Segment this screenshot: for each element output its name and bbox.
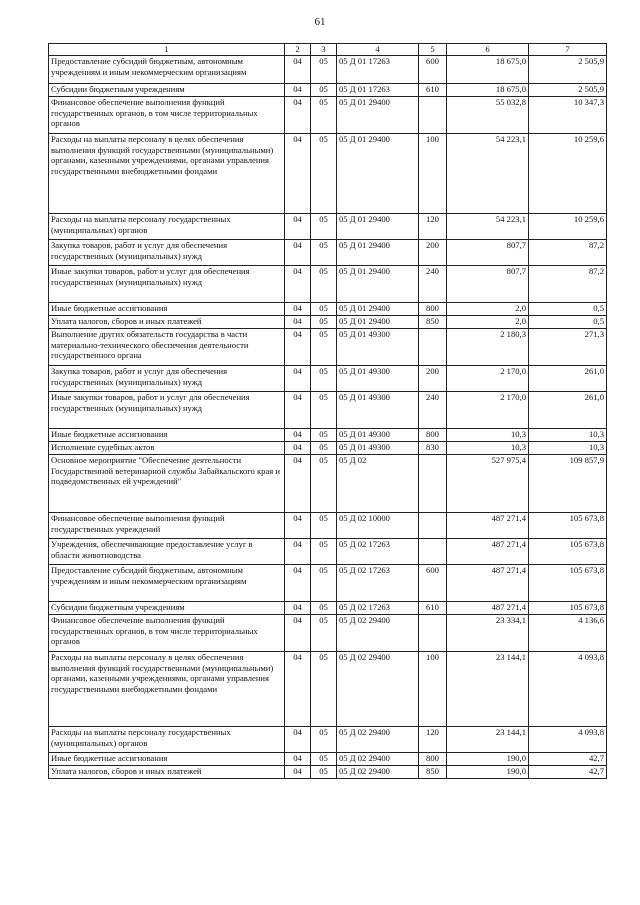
budget-item-name: Финансовое обеспечение выполнения функций государственных органов, в том числе территориальных органов (49, 97, 285, 134)
section-code: 04 (285, 214, 311, 240)
subsection-code: 05 (311, 615, 337, 652)
target-article-code: 05 Д 01 49300 (337, 329, 419, 366)
section-code: 04 (285, 316, 311, 329)
subsection-code: 05 (311, 455, 337, 513)
table-row (49, 392, 607, 429)
target-article-code: 05 Д 01 29400 (337, 240, 419, 266)
section-code: 04 (285, 366, 311, 392)
amount-col7: 109 857,9 (529, 455, 607, 513)
budget-item-name: Финансовое обеспечение выполнения функций государственных органов, в том числе территориальных органов (49, 615, 285, 652)
amount-col6: 2,0 (447, 303, 529, 316)
expense-type-code (419, 539, 447, 565)
table-row (49, 214, 607, 240)
subsection-code: 05 (311, 366, 337, 392)
header-cell: 7 (529, 44, 607, 56)
expense-type-code: 850 (419, 316, 447, 329)
subsection-code: 05 (311, 766, 337, 779)
target-article-code: 05 Д 02 29400 (337, 727, 419, 753)
target-article-code: 05 Д 02 (337, 455, 419, 513)
section-code: 04 (285, 97, 311, 134)
subsection-code: 05 (311, 56, 337, 84)
table-row (49, 429, 607, 442)
section-code: 04 (285, 266, 311, 303)
amount-col6: 23 334,1 (447, 615, 529, 652)
section-code: 04 (285, 392, 311, 429)
amount-col7: 10,3 (529, 429, 607, 442)
subsection-code: 05 (311, 539, 337, 565)
table-row (49, 316, 607, 329)
budget-item-name: Закупка товаров, работ и услуг для обеспечения государственных (муниципальных) нужд (49, 366, 285, 392)
header-cell: 6 (447, 44, 529, 56)
amount-col6: 190,0 (447, 753, 529, 766)
target-article-code: 05 Д 01 17263 (337, 56, 419, 84)
amount-col7: 105 673,8 (529, 539, 607, 565)
subsection-code: 05 (311, 727, 337, 753)
expense-type-code: 120 (419, 214, 447, 240)
expense-type-code (419, 329, 447, 366)
target-article-code: 05 Д 01 29400 (337, 316, 419, 329)
subsection-code: 05 (311, 513, 337, 539)
section-code: 04 (285, 442, 311, 455)
target-article-code: 05 Д 01 17263 (337, 84, 419, 97)
amount-col6: 807,7 (447, 240, 529, 266)
amount-col7: 105 673,8 (529, 513, 607, 539)
expense-type-code (419, 97, 447, 134)
table-row (49, 615, 607, 652)
table-row (49, 565, 607, 602)
amount-col6: 487 271,4 (447, 513, 529, 539)
budget-item-name: Иные бюджетные ассигнования (49, 753, 285, 766)
subsection-code: 05 (311, 442, 337, 455)
budget-item-name: Расходы на выплаты персоналу государственных (муниципальных) органов (49, 727, 285, 753)
section-code: 04 (285, 429, 311, 442)
target-article-code: 05 Д 02 17263 (337, 565, 419, 602)
budget-item-name: Иные закупки товаров, работ и услуг для обеспечения государственных (муниципальных) нужд (49, 392, 285, 429)
amount-col6: 54 223,1 (447, 214, 529, 240)
table-row (49, 727, 607, 753)
amount-col7: 10 259,6 (529, 214, 607, 240)
amount-col6: 18 675,0 (447, 84, 529, 97)
section-code: 04 (285, 539, 311, 565)
section-code: 04 (285, 766, 311, 779)
target-article-code: 05 Д 02 29400 (337, 615, 419, 652)
table-row (49, 266, 607, 303)
header-cell: 3 (311, 44, 337, 56)
section-code: 04 (285, 329, 311, 366)
expense-type-code: 200 (419, 366, 447, 392)
target-article-code: 05 Д 02 29400 (337, 652, 419, 727)
amount-col7: 10,3 (529, 442, 607, 455)
expense-type-code: 240 (419, 266, 447, 303)
table-row (49, 766, 607, 779)
target-article-code: 05 Д 01 49300 (337, 429, 419, 442)
expense-type-code: 600 (419, 56, 447, 84)
amount-col7: 2 505,9 (529, 56, 607, 84)
amount-col6: 2 170,0 (447, 392, 529, 429)
amount-col7: 10 259,6 (529, 134, 607, 214)
table-row (49, 442, 607, 455)
subsection-code: 05 (311, 266, 337, 303)
amount-col6: 807,7 (447, 266, 529, 303)
amount-col6: 2 180,3 (447, 329, 529, 366)
amount-col7: 105 673,8 (529, 565, 607, 602)
table-row (49, 455, 607, 513)
amount-col6: 487 271,4 (447, 539, 529, 565)
target-article-code: 05 Д 01 29400 (337, 134, 419, 214)
table-header-row (49, 44, 607, 56)
amount-col7: 4 093,8 (529, 652, 607, 727)
target-article-code: 05 Д 01 49300 (337, 366, 419, 392)
budget-item-name: Учреждения, обеспечивающие предоставление услуг в области животноводства (49, 539, 285, 565)
subsection-code: 05 (311, 97, 337, 134)
header-cell: 2 (285, 44, 311, 56)
budget-item-name: Исполнение судебных актов (49, 442, 285, 455)
header-cell: 1 (49, 44, 285, 56)
expense-type-code: 800 (419, 303, 447, 316)
section-code: 04 (285, 565, 311, 602)
section-code: 04 (285, 240, 311, 266)
table-row (49, 602, 607, 615)
table-row (49, 97, 607, 134)
subsection-code: 05 (311, 652, 337, 727)
expense-type-code: 610 (419, 84, 447, 97)
subsection-code: 05 (311, 753, 337, 766)
amount-col7: 261,0 (529, 392, 607, 429)
amount-col6: 55 032,8 (447, 97, 529, 134)
amount-col7: 271,3 (529, 329, 607, 366)
amount-col6: 18 675,0 (447, 56, 529, 84)
amount-col6: 527 975,4 (447, 455, 529, 513)
expense-type-code: 800 (419, 429, 447, 442)
target-article-code: 05 Д 02 10000 (337, 513, 419, 539)
budget-item-name: Иные бюджетные ассигнования (49, 429, 285, 442)
header-cell: 5 (419, 44, 447, 56)
target-article-code: 05 Д 01 29400 (337, 97, 419, 134)
budget-item-name: Иные закупки товаров, работ и услуг для обеспечения государственных (муниципальных) нужд (49, 266, 285, 303)
section-code: 04 (285, 652, 311, 727)
amount-col6: 10,3 (447, 442, 529, 455)
subsection-code: 05 (311, 240, 337, 266)
budget-item-name: Основное мероприятие "Обеспечение деятельности Государственной ветеринарной службы Забайкальского края и подведомственных ей учреждений" (49, 455, 285, 513)
expense-type-code: 120 (419, 727, 447, 753)
amount-col6: 10,3 (447, 429, 529, 442)
section-code: 04 (285, 134, 311, 214)
budget-item-name: Уплата налогов, сборов и иных платежей (49, 766, 285, 779)
section-code: 04 (285, 602, 311, 615)
budget-item-name: Закупка товаров, работ и услуг для обеспечения государственных (муниципальных) нужд (49, 240, 285, 266)
subsection-code: 05 (311, 316, 337, 329)
budget-item-name: Субсидии бюджетным учреждениям (49, 84, 285, 97)
expense-type-code: 800 (419, 753, 447, 766)
amount-col7: 10 347,3 (529, 97, 607, 134)
header-cell: 4 (337, 44, 419, 56)
budget-item-name: Расходы на выплаты персоналу в целях обеспечения выполнения функций государственными (муниципальными) органами, казенными учреждениями, органами управления государственными внебюджетными фондами (49, 652, 285, 727)
amount-col6: 487 271,4 (447, 565, 529, 602)
subsection-code: 05 (311, 134, 337, 214)
budget-item-name: Предоставление субсидий бюджетным, автономным учреждениям и иным некоммерческим организациям (49, 56, 285, 84)
amount-col7: 42,7 (529, 766, 607, 779)
section-code: 04 (285, 615, 311, 652)
expense-type-code: 240 (419, 392, 447, 429)
amount-col6: 190,0 (447, 766, 529, 779)
amount-col6: 2 170,0 (447, 366, 529, 392)
target-article-code: 05 Д 01 29400 (337, 214, 419, 240)
expense-type-code: 100 (419, 652, 447, 727)
target-article-code: 05 Д 01 49300 (337, 442, 419, 455)
amount-col7: 261,0 (529, 366, 607, 392)
section-code: 04 (285, 56, 311, 84)
section-code: 04 (285, 513, 311, 539)
expense-type-code: 830 (419, 442, 447, 455)
budget-item-name: Выполнение других обязательств государства в части материально-технического обеспечения деятельности государственного органа (49, 329, 285, 366)
table-row (49, 134, 607, 214)
target-article-code: 05 Д 02 17263 (337, 602, 419, 615)
table-row (49, 329, 607, 366)
budget-item-name: Уплата налогов, сборов и иных платежей (49, 316, 285, 329)
section-code: 04 (285, 84, 311, 97)
expense-type-code: 200 (419, 240, 447, 266)
target-article-code: 05 Д 01 29400 (337, 303, 419, 316)
budget-item-name: Субсидии бюджетным учреждениям (49, 602, 285, 615)
amount-col6: 2,0 (447, 316, 529, 329)
table-row (49, 539, 607, 565)
page-number: 61 (314, 16, 326, 28)
subsection-code: 05 (311, 84, 337, 97)
subsection-code: 05 (311, 565, 337, 602)
table-row (49, 652, 607, 727)
expense-type-code: 600 (419, 565, 447, 602)
amount-col7: 4 136,6 (529, 615, 607, 652)
expense-type-code (419, 513, 447, 539)
amount-col6: 23 144,1 (447, 652, 529, 727)
subsection-code: 05 (311, 429, 337, 442)
table-row (49, 303, 607, 316)
amount-col7: 105 673,8 (529, 602, 607, 615)
amount-col7: 42,7 (529, 753, 607, 766)
budget-item-name: Расходы на выплаты персоналу в целях обеспечения выполнения функций государственными (муниципальными) органами, казенными учреждениями, органами управления государственными внебюджетными фондами (49, 134, 285, 214)
table-row (49, 56, 607, 84)
amount-col7: 4 093,8 (529, 727, 607, 753)
target-article-code: 05 Д 01 29400 (337, 266, 419, 303)
subsection-code: 05 (311, 214, 337, 240)
subsection-code: 05 (311, 602, 337, 615)
amount-col6: 487 271,4 (447, 602, 529, 615)
amount-col7: 87,2 (529, 266, 607, 303)
section-code: 04 (285, 753, 311, 766)
table-row (49, 753, 607, 766)
expense-type-code: 610 (419, 602, 447, 615)
budget-table (48, 43, 607, 779)
expense-type-code (419, 615, 447, 652)
table-row (49, 240, 607, 266)
budget-item-name: Финансовое обеспечение выполнения функций государственных учреждений (49, 513, 285, 539)
table-row (49, 513, 607, 539)
table-row (49, 366, 607, 392)
expense-type-code: 850 (419, 766, 447, 779)
amount-col7: 0,5 (529, 303, 607, 316)
target-article-code: 05 Д 02 29400 (337, 766, 419, 779)
expense-type-code (419, 455, 447, 513)
expense-type-code: 100 (419, 134, 447, 214)
budget-item-name: Расходы на выплаты персоналу государственных (муниципальных) органов (49, 214, 285, 240)
section-code: 04 (285, 303, 311, 316)
amount-col7: 87,2 (529, 240, 607, 266)
table-row (49, 84, 607, 97)
subsection-code: 05 (311, 303, 337, 316)
budget-item-name: Предоставление субсидий бюджетным, автономным учреждениям и иным некоммерческим организациям (49, 565, 285, 602)
target-article-code: 05 Д 01 49300 (337, 392, 419, 429)
amount-col6: 54 223,1 (447, 134, 529, 214)
section-code: 04 (285, 727, 311, 753)
amount-col7: 0,5 (529, 316, 607, 329)
section-code: 04 (285, 455, 311, 513)
subsection-code: 05 (311, 392, 337, 429)
amount-col6: 23 144,1 (447, 727, 529, 753)
amount-col7: 2 505,9 (529, 84, 607, 97)
target-article-code: 05 Д 02 29400 (337, 753, 419, 766)
subsection-code: 05 (311, 329, 337, 366)
target-article-code: 05 Д 02 17263 (337, 539, 419, 565)
budget-item-name: Иные бюджетные ассигнования (49, 303, 285, 316)
